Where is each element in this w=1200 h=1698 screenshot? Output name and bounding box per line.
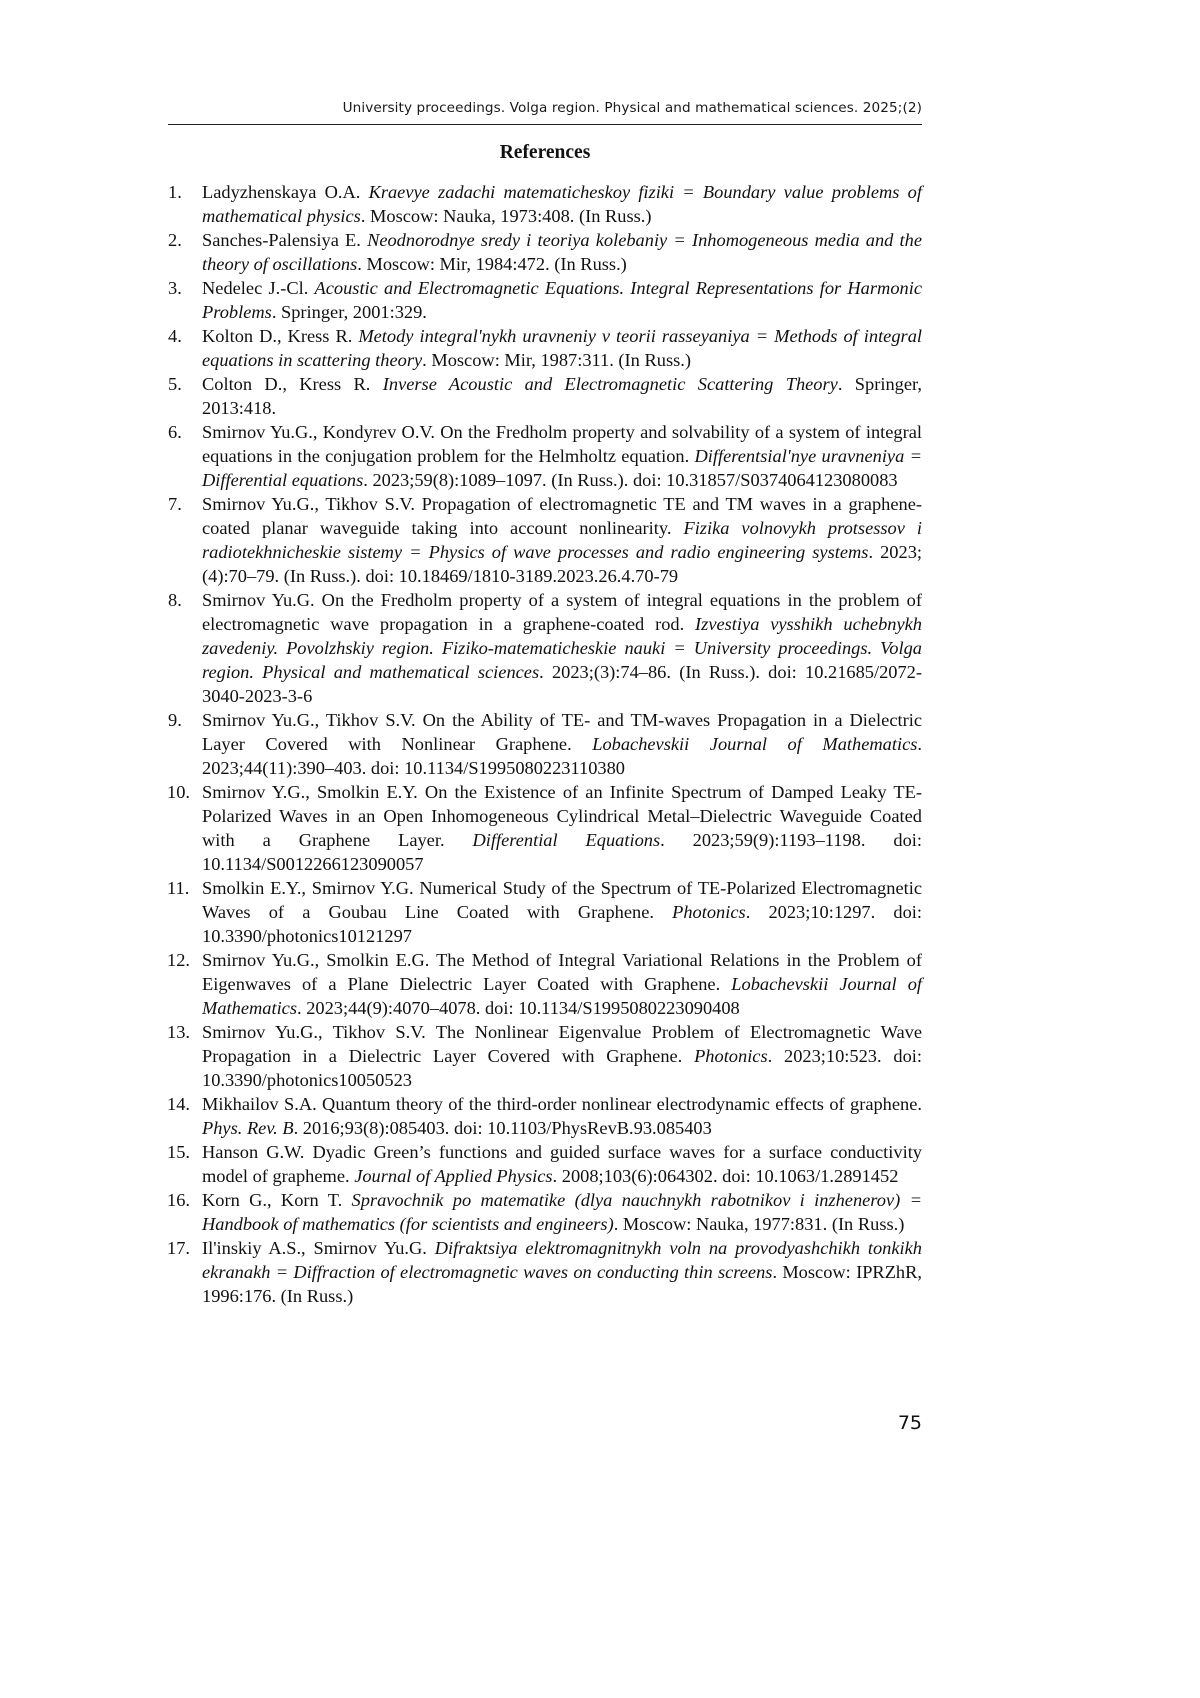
reference-number: 1. <box>168 182 182 202</box>
reference-source-title: Fizika volnovykh protsessov i radiotekhnicheskie sistemy = Physics of wave processes and radio engineering systems <box>202 518 922 562</box>
reference-details: . Moscow: Nauka, 1973:408. (In Russ.) <box>360 206 652 226</box>
reference-authors: Smirnov Yu.G., Tikhov S.V. On the Ability of TE- and TM-waves Propagation in a Dielectric Layer Covered with Nonlinear Graphene. <box>202 710 922 754</box>
reference-item <box>168 588 922 708</box>
reference-number: 10. <box>167 782 190 802</box>
reference-authors: Hanson G.W. Dyadic Green’s functions and guided surface waves for a surface conductivity model of grapheme. <box>202 1142 922 1186</box>
reference-source-title: Kraevye zadachi matematicheskoy fiziki = Boundary value problems of mathematical physics <box>202 182 922 226</box>
reference-number: 5. <box>168 374 182 394</box>
reference-source-title: Photonics <box>694 1046 768 1066</box>
reference-details: . Springer, 2001:329. <box>271 302 427 322</box>
reference-details: . 2023;59(9):1193–1198. doi: 10.1134/S0012266123090057 <box>202 830 922 874</box>
reference-number: 13. <box>167 1022 190 1042</box>
reference-number: 9. <box>168 710 182 730</box>
reference-item <box>168 1092 922 1140</box>
reference-authors: Smirnov Yu.G. On the Fredholm property of a system of integral equations in the problem of electromagnetic wave propagation in a graphene-coated rod. <box>202 590 922 634</box>
reference-item <box>168 876 922 948</box>
reference-details: . 2023;(3):74–86. (In Russ.). doi: 10.21685/2072-3040-2023-3-6 <box>202 662 922 706</box>
reference-details: . 2023;10:1297. doi: 10.3390/photonics10121297 <box>202 902 922 946</box>
reference-source-title: Differentsial'nye uravneniya = Differential equations <box>202 446 922 490</box>
reference-details: . Moscow: Mir, 1987:311. (In Russ.) <box>422 350 691 370</box>
reference-number: 15. <box>167 1142 190 1162</box>
reference-authors: Colton D., Kress R. <box>202 374 383 394</box>
reference-number: 14. <box>167 1094 190 1114</box>
reference-item <box>168 492 922 588</box>
reference-details: . Springer, 2013:418. <box>202 374 922 418</box>
reference-source-title: Differential Equations <box>472 830 661 850</box>
section-title: References <box>499 142 591 163</box>
reference-source-title: Spravochnik po matematike (dlya nauchnykh rabotnikov i inzhenerov) = Handbook of mathematics (for scientists and engineers) <box>202 1190 922 1234</box>
reference-details: . Moscow: IPRZhR, 1996:176. (In Russ.) <box>202 1262 922 1306</box>
reference-item <box>168 1020 922 1092</box>
reference-item <box>168 780 922 876</box>
reference-item <box>168 948 922 1020</box>
header-rule <box>168 124 922 125</box>
reference-item <box>168 420 922 492</box>
reference-item <box>168 276 922 324</box>
reference-list <box>168 180 922 1308</box>
reference-details: . Moscow: Mir, 1984:472. (In Russ.) <box>357 254 627 274</box>
reference-authors: Ladyzhenskaya O.A. <box>202 182 369 202</box>
reference-authors: Mikhailov S.A. Quantum theory of the third-order nonlinear electrodynamic effects of graphene. <box>202 1094 922 1114</box>
reference-details: . 2023;(4):70–79. (In Russ.). doi: 10.18469/1810-3189.2023.26.4.70-79 <box>202 542 923 586</box>
reference-details: . 2023;44(11):390–403. doi: 10.1134/S1995080223110380 <box>202 734 923 778</box>
reference-authors: Smirnov Yu.G., Smolkin E.G. The Method of Integral Variational Relations in the Problem of Eigenwaves of a Plane Dielectric Layer Coated with Graphene. <box>202 950 922 994</box>
reference-authors: Smirnov Yu.G., Tikhov S.V. The Nonlinear Eigenvalue Problem of Electromagnetic Wave Propagation in a Dielectric Layer Covered with Graphene. <box>202 1022 922 1066</box>
reference-source-title: Phys. Rev. B <box>202 1118 294 1138</box>
reference-item <box>168 1236 922 1308</box>
reference-authors: Kolton D., Kress R. <box>202 326 359 346</box>
reference-details: . 2008;103(6):064302. doi: 10.1063/1.2891452 <box>552 1166 899 1186</box>
reference-authors: Smirnov Yu.G., Tikhov S.V. Propagation of electromagnetic TE and TM waves in a graphene-coated planar waveguide taking into account nonlinearity. <box>202 494 922 538</box>
reference-details: . 2023;44(9):4070–4078. doi: 10.1134/S1995080223090408 <box>297 998 740 1018</box>
reference-number: 8. <box>168 590 182 610</box>
reference-number: 4. <box>168 326 182 346</box>
reference-source-title: Journal of Applied Physics <box>354 1166 553 1186</box>
reference-item <box>168 324 922 372</box>
reference-source-title: Photonics <box>672 902 746 922</box>
reference-item <box>168 1188 922 1236</box>
reference-source-title: Difraktsiya elektromagnitnykh voln na provodyashchikh tonkikh ekranakh = Diffraction of electromagnetic waves on conducting thin screens <box>202 1238 922 1282</box>
reference-number: 11. <box>167 878 190 898</box>
reference-number: 7. <box>168 494 182 514</box>
reference-item <box>168 228 922 276</box>
reference-source-title: Izvestiya vysshikh uchebnykh zavedeniy. Povolzhskiy region. Fiziko-matematicheskie nauki = University proceedings. Volga region. Physical and mathematical sciences <box>202 614 922 682</box>
reference-authors: Nedelec J.-Cl. <box>202 278 315 298</box>
reference-source-title: Inverse Acoustic and Electromagnetic Scattering Theory <box>382 374 838 394</box>
reference-details: . 2023;59(8):1089–1097. (In Russ.). doi: 10.31857/S0374064123080083 <box>363 470 898 490</box>
reference-source-title: Lobachevskii Journal of Mathematics <box>592 734 918 754</box>
reference-authors: Korn G., Korn T. <box>202 1190 352 1210</box>
reference-item <box>168 1140 922 1188</box>
reference-details: . 2023;10:523. doi: 10.3390/photonics10050523 <box>202 1046 922 1090</box>
reference-item <box>168 708 922 780</box>
reference-authors: Smirnov Y.G., Smolkin E.Y. On the Existence of an Infinite Spectrum of Damped Leaky TE-Polarized Waves in an Open Inhomogeneous Cylindrical Metal–Dielectric Waveguide Coated with a Graphene Layer. <box>202 782 922 850</box>
reference-number: 6. <box>168 422 182 442</box>
reference-item <box>168 180 922 228</box>
reference-number: 12. <box>167 950 190 970</box>
reference-source-title: Acoustic and Electromagnetic Equations. Integral Representations for Harmonic Problems <box>202 278 922 322</box>
reference-source-title: Lobachevskii Journal of Mathematics <box>202 974 923 1018</box>
reference-number: 3. <box>168 278 182 298</box>
reference-authors: Smirnov Yu.G., Kondyrev O.V. On the Fredholm property and solvability of a system of integral equations in the conjugation problem for the Helmholtz equation. <box>202 422 922 466</box>
reference-authors: Smolkin E.Y., Smirnov Y.G. Numerical Study of the Spectrum of TE-Polarized Electromagnetic Waves of a Goubau Line Coated with Graphene. <box>202 878 922 922</box>
reference-source-title: Neodnorodnye sredy i teoriya kolebaniy = Inhomogeneous media and the theory of oscillations <box>202 230 922 274</box>
reference-item <box>168 372 922 420</box>
reference-source-title: Metody integral'nykh uravneniy v teorii rasseyaniya = Methods of integral equations in scattering theory <box>202 326 922 370</box>
running-head: University proceedings. Volga region. Physical and mathematical sciences. 2025;(2) <box>342 100 922 116</box>
reference-authors: Sanches-Palensiya E. <box>202 230 368 250</box>
page-number: 75 <box>897 1412 922 1434</box>
reference-details: . 2016;93(8):085403. doi: 10.1103/PhysRevB.93.085403 <box>293 1118 712 1138</box>
reference-details: . Moscow: Nauka, 1977:831. (In Russ.) <box>613 1214 905 1234</box>
reference-number: 2. <box>168 230 182 250</box>
reference-authors: Il'inskiy A.S., Smirnov Yu.G. <box>202 1238 435 1258</box>
reference-number: 16. <box>167 1190 190 1210</box>
reference-number: 17. <box>167 1238 190 1258</box>
